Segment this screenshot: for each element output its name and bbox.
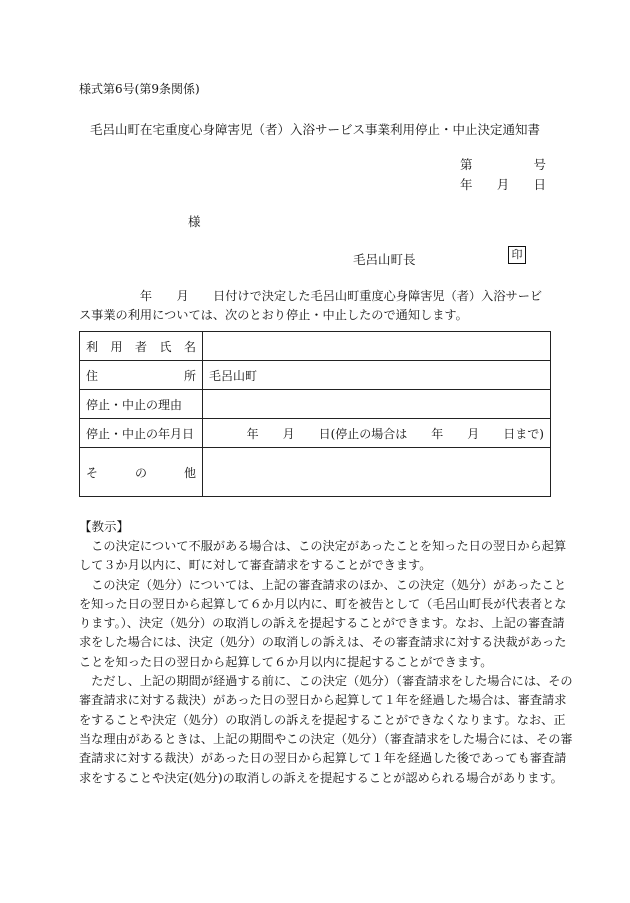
addressee-suffix: 様 [188,214,201,229]
table-row-other [80,448,551,497]
label-char: 名 [183,339,196,354]
date-value-cell[interactable] [203,419,551,448]
date-label: 停止・中止の年月日 [80,419,203,448]
number-prefix: 第 [460,157,473,172]
label-char: 者 [134,339,147,354]
address-label [80,361,203,390]
notice-line: して３か月以内に、町に対して審査請求をすることができます。 [79,558,432,573]
user-name-value[interactable] [203,332,551,361]
notice-line: この決定について不服がある場合は、この決定があったことを知った日の翌日から起算 [79,539,567,553]
label-char: 利 [86,339,99,354]
document-title: 毛呂山町在宅重度心身障害児（者）入浴サービス事業利用停止・中止決定通知書 [90,122,541,137]
other-label [80,448,203,497]
reason-label: 停止・中止の理由 [80,390,203,419]
reason-value[interactable] [203,390,551,419]
table-row-address [80,361,551,390]
label-char: 氏 [159,339,172,354]
intro-paragraph [79,287,549,325]
notice-line: ことを知った日の翌日から起算して６か月以内に提起することができます。 [79,654,493,669]
label-char: 用 [110,339,123,354]
notice-heading: 【教示】 [79,519,130,534]
notice-line: ただし、上記の期間が経過する前に、この決定（処分）（審査請求をした場合には、その [79,674,573,689]
intro-line: 年 月 日付けで決定した毛呂山町重度心身障害児（者）入浴サービ [79,289,543,303]
document-date-line [460,175,546,193]
label-char: 他 [183,465,196,480]
label-char: 住 [86,368,99,383]
seal-mark: 印 [508,246,526,264]
notice-line: 査請求に対する裁決）があった日の翌日から起算して１年を経過した後であっても審査請 [79,751,567,766]
date-value: 年 月 日(停止の場合は 年 月 日まで) [246,426,544,441]
address-value[interactable]: 毛呂山町 [203,361,551,390]
other-value[interactable] [203,448,551,497]
date-day: 日 [533,177,546,192]
intro-line: ス事業の利用については、次のとおり停止・中止したので通知します。 [79,308,468,322]
date-year: 年 [460,177,473,192]
table-row-date [80,419,551,448]
notice-line: 審査請求に対する裁決）があった日の翌日から起算して１年を経過した場合は、審査請求 [79,693,567,708]
notice-line: を知った日の翌日から起算して６か月以内に、町を被告として（毛呂山町長が代表者とな [79,596,567,611]
user-name-label [80,332,203,361]
notice-line: 当な理由があるときは、上記の期間やこの決定（処分）（審査請求をした場合には、その審 [79,731,573,746]
notice-line: をすることや決定（処分）の取消しの訴えを提起することができなくなります。なお、正 [79,712,566,727]
document-number-line [460,155,546,173]
label-char: 所 [183,368,196,383]
notice-line: 求をした場合には、決定（処分）の取消しの訴えは、その審査請求に対する決裁があった [79,635,567,650]
number-suffix: 号 [533,157,546,172]
notice-line: ります。）、決定（処分）の取消しの訴えを提起することができます。なお、上記の審査請 [79,616,565,631]
table-row-reason [80,390,551,419]
issuer-name: 毛呂山町長 [353,252,416,267]
date-month: 月 [496,177,510,192]
notice-paragraph [79,537,573,788]
info-table [79,331,551,497]
form-number: 様式第6号(第9条関係) [79,82,200,96]
notice-line: この決定（処分）については、上記の審査請求のほか、この決定（処分）があったこと [79,577,567,592]
label-char: の [134,465,147,480]
table-row-user-name [80,332,551,361]
label-char: そ [86,465,99,480]
notice-line: 求をすることや決定(処分)の取消しの訴えを提起することが認められる場合があります。 [79,770,563,785]
